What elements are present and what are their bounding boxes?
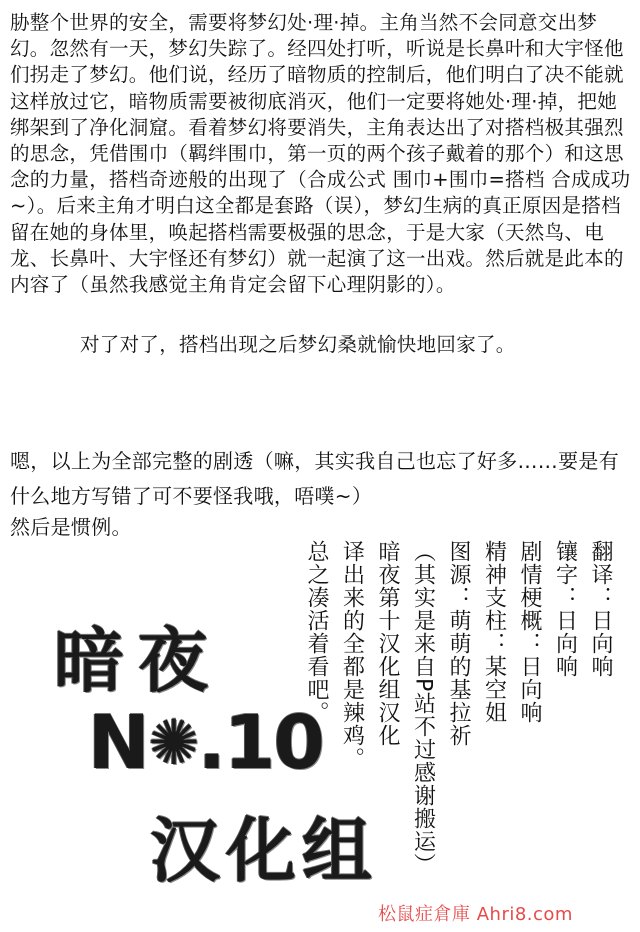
credit-source: 图源：萌萌的基拉祈 xyxy=(446,540,471,747)
credit-closing: 总之凑活着看吧。 xyxy=(304,540,329,724)
logo-emblem-icon: ✺ xyxy=(147,706,198,779)
credit-source-note: （其实是来自P站不过感谢搬运） xyxy=(410,540,436,877)
credit-disclaimer: 译出来的全都是辣鸡。 xyxy=(339,540,365,770)
group-logo-title: 暗夜 xyxy=(54,619,222,702)
logo-number-text: .10 xyxy=(197,700,323,786)
custom-note: 然后是惯例。 xyxy=(10,515,132,539)
credit-synopsis: 剧情梗概：日向响 xyxy=(517,540,542,724)
site-watermark: 松鼠症倉庫 Ahri8.com xyxy=(378,904,573,925)
group-logo-subtitle: 汉化组 xyxy=(150,809,378,892)
logo-letter: N xyxy=(88,700,148,786)
credit-support: 精神支柱：某空姐 xyxy=(481,540,507,724)
credit-typesetting: 镶字：日向响 xyxy=(552,540,578,678)
credit-group: 暗夜第十汉化组汉化 xyxy=(375,540,400,747)
spoiler-note: 嗯，以上为全部完整的剧透（嘛，其实我自己也忘了好多……要是有什么地方写错了可不要怪我哦，唔噗~） xyxy=(10,449,619,508)
credit-translation: 翻译：日向响 xyxy=(588,540,613,678)
group-logo-number xyxy=(88,700,323,786)
story-ending-line: 对了对了，搭档出现之后梦幻桑就愉快地回家了。 xyxy=(80,333,516,356)
story-paragraph: 胁整个世界的安全，需要将梦幻处·理·掉。主角当然不会同意交出梦幻。忽然有一天，梦幻失踪了。经四处打听，听说是长鼻叶和大宇怪他们拐走了梦幻。他们说，经历了暗物质的控制后，他们明白了决不能就这样放过它，暗物质需要被彻底消灭，他们一定要将她处·理·掉，把她绑架到了净化洞窟。看着梦幻将要消失，主角表达出了对搭档极其强烈的思念，凭借围巾（羁绊围巾，第一页的两个孩子戴着的那个）和这思念的力量，搭档奇迹般的出现了（合成公式 围巾+围巾=搭档 合成成功~）。后来主角才明白这全都是套路（误），梦幻生病的真正原因是搭档留在她的身体里，唤起搭档需要极强的思念，于是大家（天然鸟、电龙、长鼻叶、大宇怪还有梦幻）就一起演了这一出戏。然后就是此本的内容了（虽然我感觉主角肯定会留下心理阴影的）。 xyxy=(10,11,631,297)
